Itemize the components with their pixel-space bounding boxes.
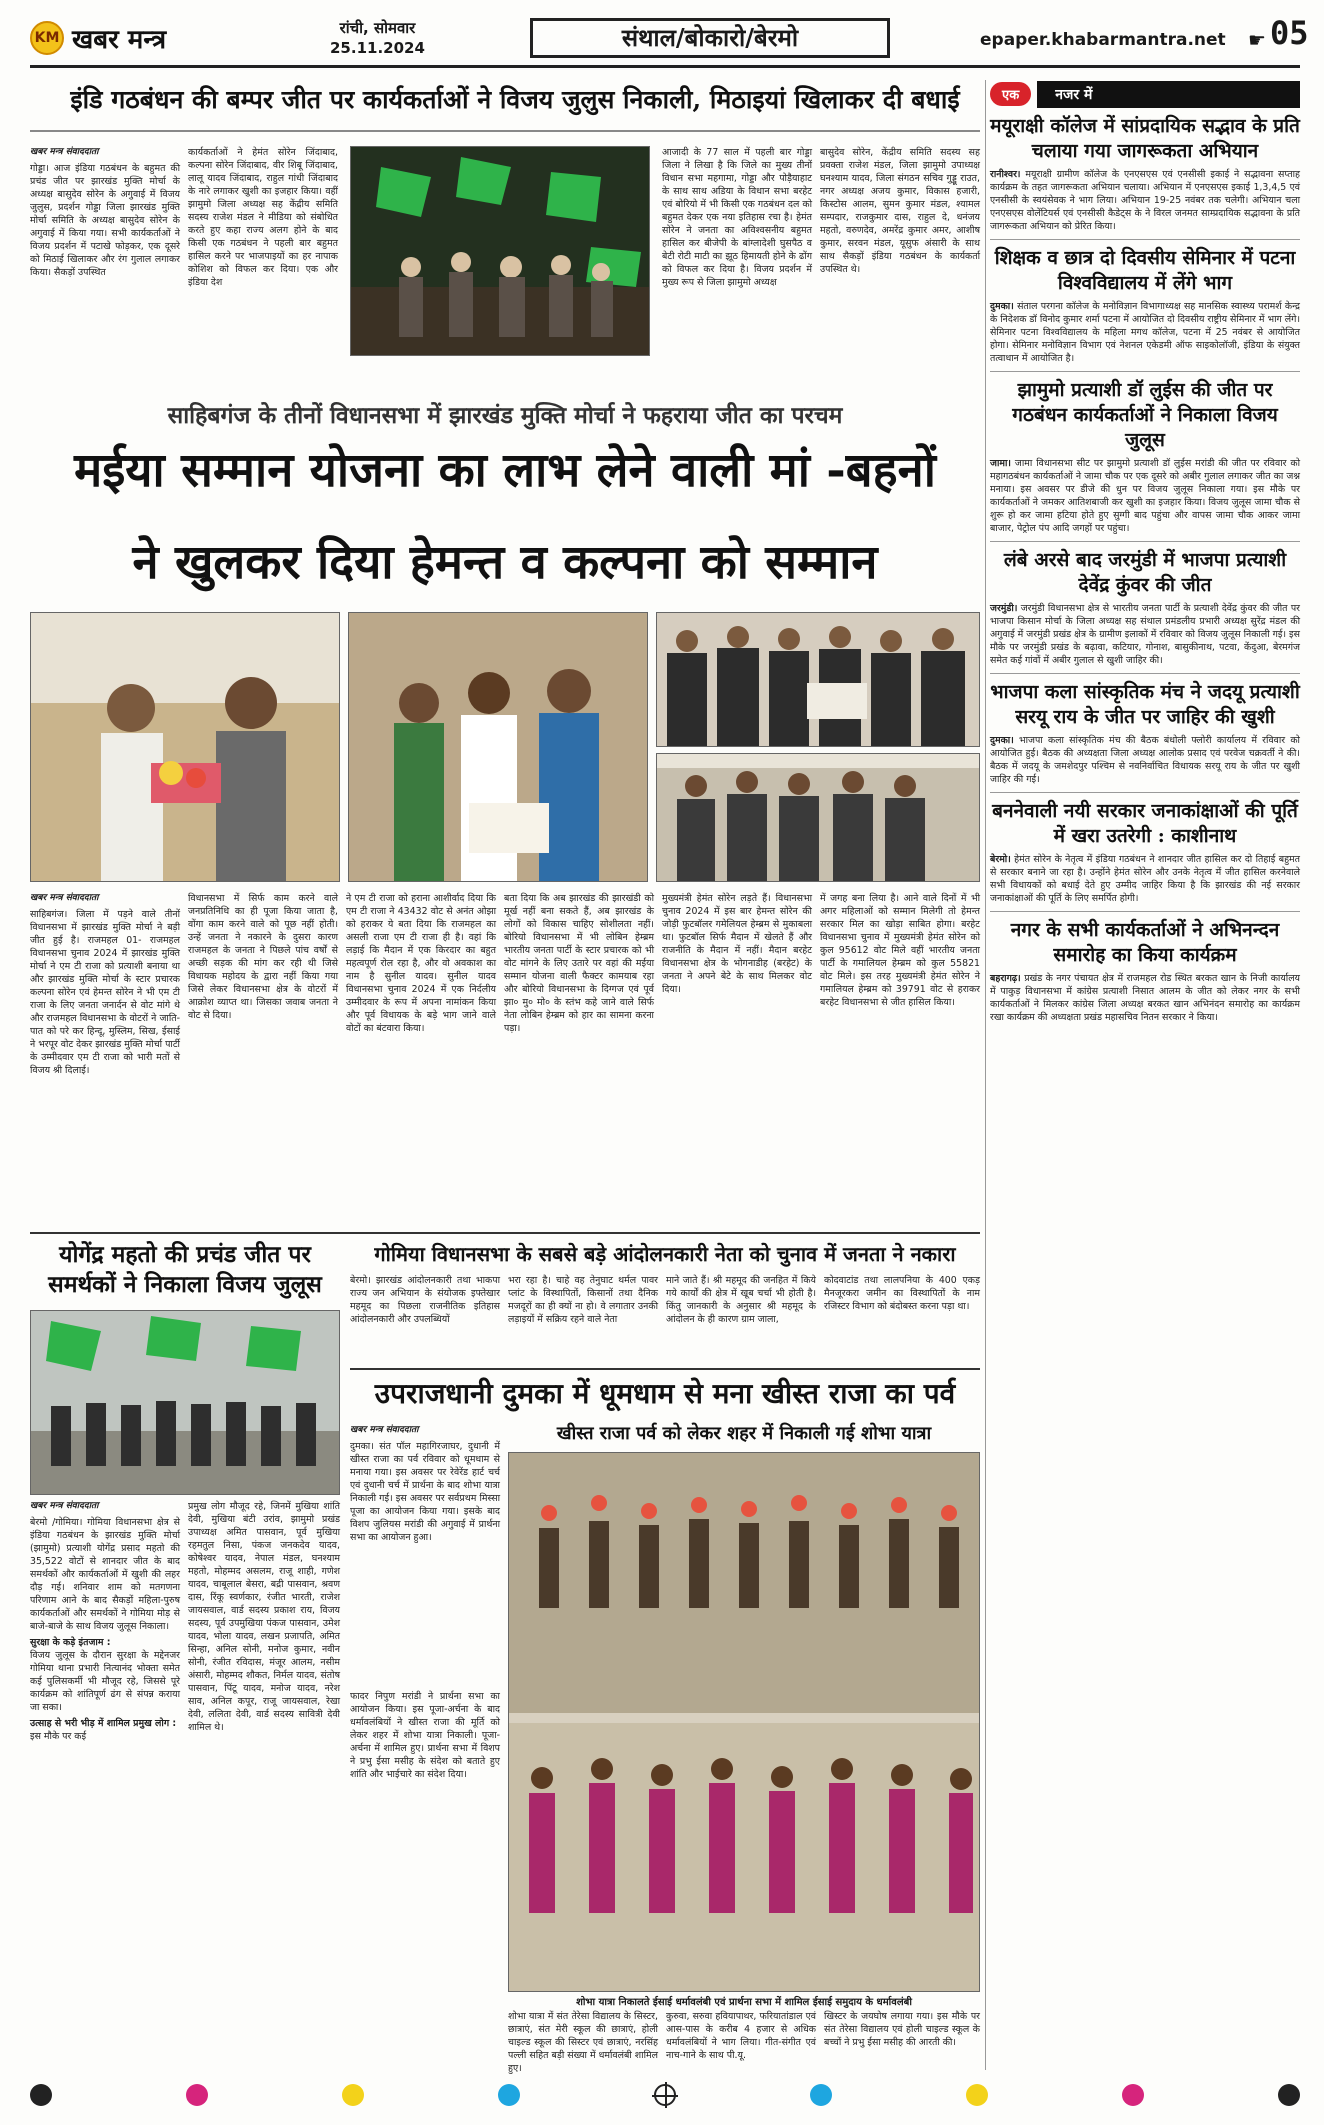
right-story-2-headline: शिक्षक व छात्र दो दिवसीय सेमिनार में पटना विश्वविद्यालय में लेंगे भाग — [994, 247, 1296, 294]
city-day: रांची, सोमवार — [339, 19, 416, 37]
column-divider — [985, 80, 986, 2070]
story2-col1 — [30, 892, 180, 1077]
right-story-4 — [990, 542, 1300, 674]
story2-kicker: साहिबगंज के तीनों विधानसभा में झारखंड मुक्ति मोर्चा ने फहराया जीत का परचम — [167, 402, 843, 429]
story1-col3: आजादी के 77 साल में पहली बार गोड्डा जिला ने लिखा है कि जिले का मुख्य तीनों विधान सभा महगामा, गोड्डा और पोड़ैयाहाट के साथ साथ अडिया के विधान सभा बरहेट एवं बोरियो में भी किसी एक गठबंधन दल को बहुमत देकर एक नया इतिहास रचा है। हेमंत सोरेन ने जनता का अविश्वसनीय बहुमत हासिल कर बीजेपी के बांग्लादेशी घुसपैठ व बेटी रोटी माटी का झूठ हिमायती होने के ढोंग को विफल कर दिया है। विजय प्रदर्शन में मुख्य रूप से जिला झामुमो अध्यक्ष — [662, 147, 812, 288]
story5-col1 — [350, 1424, 500, 1544]
story3-text-2: विजय जुलूस के दौरान सुरक्षा के मद्देनजर गोमिया थाना प्रभारी नित्यानंद भोक्ता समेत कई पुलिसकर्मी भी मौजूद रहे, जिससे पूरे कार्यक्रम को शांतिपूर्ण ढंग से संपन्न कराया जा सका। — [30, 1650, 180, 1713]
story3-subhead-2: उत्साह से भरी भीड़ में शामिल प्रमुख लोग : — [30, 1718, 177, 1729]
story5-caption: शोभा यात्रा निकालते ईसाई धर्मावलंबी एवं प्रार्थना सभा में शामिल ईसाई समुदाय के धर्मावलंबी — [576, 1997, 912, 2008]
story3-col1 — [30, 1500, 180, 1743]
right-story-3 — [990, 372, 1300, 542]
dateline: दुमका। — [990, 735, 1014, 746]
body: मयूराक्षी ग्रामीण कॉलेज के एनएसएस एवं एनसीसी इकाई ने सद्भावना सप्ताह कार्यक्रम के तहत जागरूकता अभियान चलाया। अभियान में एनएसएस इकाई 1,3,4,5 एवं एनसीसी के स्वयंसेवक ने भाग लिया। अभियान 19-25 नवंबर तक चलेगी। अभियान चला एनएसएस वोलेंटियर्स एवं एनसीसी कैडेट्स के ने विरल जनमत साम्प्रदायिक सद्भावना के प्रति जागरूकता अभियान को प्रेरित किया। — [990, 169, 1300, 232]
story3-photo — [30, 1310, 340, 1495]
section-title: संथाल/बोकारो/बेरमो — [530, 18, 890, 58]
story1-text-1: गोड्डा। आज इंडिया गठबंधन के बहुमत की प्रचंड जीत पर झारखंड मुक्ति मोर्चा के अध्यक्ष बासुदेव सोरेन के अगुवाई में विजय जुलुस, प्रदर्शन गोड्डा जिला झारखंड मुक्ति मोर्चा समिति के अध्यक्ष बासुदेव सोरेन के अगुवाई में किया गया। सभी कार्यकर्ताओं ने विजय प्रदर्शन में पटाखे फोड़कर, एक दूसरे को मिठाई खिलाकर और रंग गुलाल लगाकर किया। सैकड़ों उपस्थित — [30, 163, 180, 278]
registration-dot-yellow — [342, 2084, 364, 2106]
right-story-2 — [990, 240, 1300, 372]
logo-badge: KM — [30, 21, 64, 55]
ek-nazar-tag — [990, 80, 1300, 108]
story4-col3: माने जाते हैं। श्री महमूद की जनहित में किये गये कार्यों की क्षेत्र में खूब चर्चा भी होती है। किंतु जानकारी के अनुसार श्री महमूद के आंदोलन के ही कारण ग्राम जाला, — [666, 1275, 816, 1325]
right-story-6-headline: बननेवाली नयी सरकार जनाकांक्षाओं की पूर्ति में खरा उतरेगी : काशीनाथ — [992, 800, 1298, 847]
registration-dot-black — [1278, 2084, 1300, 2106]
story1-headline: इंडि गठबंधन की बम्पर जीत पर कार्यकर्ताओं ने विजय जुलुस निकाली, मिठाइयां खिलाकर दी बधाई — [70, 85, 960, 114]
registration-dot-magenta — [186, 2084, 208, 2106]
story4-headline: गोमिया विधानसभा के सबसे बड़े आंदोलनकारी नेता को चुनाव में जनता ने नकारा — [374, 1242, 956, 1266]
story1-col2: कार्यकर्ताओं ने हेमंत सोरेन जिंदाबाद, कल्पना सोरेन जिंदाबाद, वीर शिबू जिंदाबाद, लालू यादव जिंदाबाद, राहुल गांधी जिंदाबाद के नारे लगाकर खुशी का इजहार किया। वहीं झामुमो जिला अध्यक्ष सह केंद्रीय समिति सदस्य राजेश मंडल ने मीडिया को संबोधित करते हुए कहा राज्य अलग होने के बाद किसी एक गठबंधन ने पहली बार बहुमत हासिल करने पर भाजपाइयों का हर नापाक कोशिश को विफल कर दिया। एक और इंडिया देश — [188, 147, 338, 288]
story2-headline-1: मईया सम्मान योजना का लाभ लेने वाली मां -बहनों — [74, 443, 936, 498]
story1-col4: बासुदेव सोरेन, केंद्रीय समिति सदस्य सह प्रवक्ता राजेश मंडल, जिला झामुमो उपाध्यक्ष घनश्याम यादव, जिला संगठन सचिव गुड्डू राउत, नगर अध्यक्ष अजय कुमार, विकास हजारी, किस्टोस आलम, सुमन कुमार मंडल, श्यामल सम्पदार, राजकुमार दास, राहुल दे, धनंजय महतो, वरुणदेव, अमरेंद्र कुमार अमर, आशीष कुमार, सरवन मंडल, यूसुफ अंसारी के साथ साथ सैकड़ों इंडिया गठबंधन के कार्यकर्ता उपस्थित थे। — [820, 147, 980, 275]
story1-col1 — [30, 146, 180, 279]
divider — [30, 130, 980, 132]
story5-photo — [508, 1452, 980, 1992]
right-story-4-headline: लंबे अरसे बाद जरमुंडी में भाजपा प्रत्याशी देवेंद्र कुंवर की जीत — [1003, 549, 1287, 596]
story2-text-1: साहिबगंज। जिला में पड़ने वाले तीनों विधानसभा में झारखंड मुक्ति मोर्चा ने बड़ी जीत हुई है। राजमहल 01- राजमहल विधानसभा चुनाव 2024 में झारखंड मुक्ति मोर्चा ने एम टी राजा को प्रत्याशी बनाया था और झारखंड मुक्ति मोर्चा के स्टार प्रचारक कल्पना सोरेन एवं हेमन्त सोरेन ने भी एम टी राजा के लिए जनता जनार्दन से वोट मांगे थे और राजमहल विधानसभा के वोटरों ने जाति-पात को परे कर हिन्दू, मुस्लिम, सिख, ईसाई ने भरपूर वोट देकर झारखंड मुक्ति मोर्चा पार्टी के उम्मीदवार एम टी राजा को भारी मतों से विजय श्री दिलाई। — [30, 909, 180, 1076]
site-url[interactable]: epaper.khabarmantra.net — [980, 30, 1226, 50]
tag-ek: एक — [990, 82, 1031, 106]
byline: खबर मन्त्र संवाददाता — [30, 1501, 99, 1511]
story2-photo-1 — [30, 612, 340, 882]
story3-text-1: बेरमो /गोमिया। गोमिया विधानसभा क्षेत्र से इंडिया गठबंधन के झारखंड मुक्ति मोर्चा (झामुमो) प्रत्याशी योगेंद्र प्रसाद महतो की 35,522 वोटों से शानदार जीत के बाद समर्थकों और कार्यकर्ताओं में खुशी की लहर दौड़ गई। शनिवार शाम को मतगणना परिणाम आने के बाद सैकड़ों महिला-पुरुष कार्यकर्ताओं और समर्थकों ने गोमिया मोड़ से बाजे-बाजे के साथ विजय जुलूस निकाला। — [30, 1517, 180, 1632]
story4-col2: भरा रहा है। चाहे वह तेनुघाट थर्मल पावर प्लांट के विस्थापितों, किसानों तथा दैनिक मजदूरों का ही क्यों ना हो। वे लगातार उनकी लड़ाइयों में सक्रिय रहने वाले नेता — [508, 1275, 658, 1325]
right-story-6-text — [990, 853, 1300, 905]
story1-photo — [350, 146, 650, 356]
dateline: जरमुंडी। — [990, 603, 1018, 614]
registration-marks — [30, 2080, 1300, 2110]
story5-headline: उपराजधानी दुमका में धूमधाम से मना खीस्त राजा का पर्व — [374, 1377, 956, 1410]
hand-pointer-icon: ☛ — [1248, 28, 1266, 52]
dateline: रानीश्वर। — [990, 169, 1021, 180]
dateline: जामा। — [990, 458, 1011, 469]
right-story-1 — [990, 108, 1300, 240]
dateline: बहरागढ़। — [990, 973, 1021, 984]
story3-text-3: इस मौके पर कई — [30, 1731, 87, 1742]
story5-col4: कुरुवा, सरुवा हवियापाथर, फरियातांडाल एवं आस-पास के करीब 4 हजार से अधिक धर्मावलंबियों ने भाग लिया। गीत-संगीत एवं नाच-गाने के साथ पी.यू. — [666, 2011, 816, 2061]
issue-date: 25.11.2024 — [330, 39, 425, 57]
story2-photo-2 — [348, 612, 648, 882]
registration-dot-yellow — [966, 2084, 988, 2106]
registration-dot-cyan — [810, 2084, 832, 2106]
story2-headline-2: ने खुलकर दिया हेमन्त व कल्पना को सम्मान — [132, 535, 878, 590]
story2-col6: में जगह बना लिया है। आने वाले दिनों में भी अगर महिलाओं को सम्मान मिलेगी तो हेमन्त सरकार मिल का खोड़ा साबित होगा। बरहेट विधानसभा चुनाव में मुख्यमंत्री हेमंत सोरेन को कुल 95612 वोट मिले वहीं भारतीय जनता पार्टी के गमालियल हेम्ब्रम को कुल 55821 वोट मिले। इस तरह मुख्यमंत्री हेमंत सोरेन ने गमालियल हेम्ब्रम को 39791 वोट से हराकर बरहेट विधानसभा से जीत हासिल किया। — [820, 893, 980, 1008]
story2-col4: बता दिया कि अब झारखंड की झारखंडी को मूर्ख नहीं बना सकते हैं, अब झारखंड के लोगों को विकास चाहिए सोशीलता नहीं। बोरियो विधानसभा में भी लोबिन हेम्ब्रम भारतीय जनता पार्टी के स्टार प्रचारक को भी वोट मांगने के लिए उतारे पर वहां की मईया सम्मान योजना वाली फैक्टर कामयाब रहा और बोरियो विधानसभा के दिग्गज एवं पूर्व झा० मु० मो० के स्तंभ कहे जाने वाले सिर्फ नेता लोबिन हेम्ब्रम को हार का सामना करना पड़ा। — [504, 893, 654, 1034]
body: प्रखंड के नगर पंचायत क्षेत्र में राजमहल रोड स्थित बरकत खान के निजी कार्यालय में पाकुड़ विधानसभा में कांग्रेस प्रत्याशी निसात आलम के जीत को लेकर नगर के सभी कार्यकर्ताओं ने मिलकर कांग्रेस जिला अध्यक्ष बरकत खान अभिनंदन समारोह का कार्यक्रम रखा कार्यक्रम की अध्यक्षता प्रखंड महासचिव नितन सरकार ने किया। — [990, 973, 1300, 1023]
dateline: दुमका। — [990, 301, 1014, 312]
logo — [30, 20, 166, 56]
story3-headline: योगेंद्र महतो की प्रचंड जीत पर समर्थकों ने निकाला विजय जुलूस — [48, 1241, 322, 1298]
story5-text-1: दुमका। संत पॉल महागिरजाघर, दुधानी में खीस्त राजा का पर्व रविवार को धूमधाम से मनाया गया। इस अवसर पर रेवेरेंड हार्ट चर्च एवं दुधानी चर्च में प्रार्थना के बाद शोभा यात्रा निकाली गई। इस अवसर पर सर्वप्रथम मिस्सा पूजा का आयोजन किया गया। इसके बाद विशप जुलियस मरांडी की अगुवाई में प्रार्थना सभा का आयोजन हुआ। — [350, 1441, 500, 1543]
story4-col4: कोदवाटांड तथा लालपनिया के 400 एकड़ मैनजूरकरा जमीन का विस्थापितों के नाम रजिस्टर विभाग को बंदोबस्त करना पड़ा था। — [824, 1275, 980, 1312]
right-story-7-text — [990, 972, 1300, 1024]
right-story-5-headline: भाजपा कला सांस्कृतिक मंच ने जदयू प्रत्याशी सरयू राय के जीत पर जाहिर की खुशी — [990, 681, 1300, 728]
body: जामा विधानसभा सीट पर झामुमो प्रत्याशी डॉ लुईस मरांडी की जीत पर रविवार को महागठबंधन कार्यकर्ताओं ने जामा चौक पर एक दूसरे को अबीर गुलाल लगाकर जीत का जश्न मनाया। इस अवसर पर डीजे की धुन पर विजय जुलूस निकाला गया। इस मौके पर कार्यकर्ताओं ने जमकर आतिशबाजी कर खुशी का इजहार किया। विजय जुलूस जामा चौक से शुरू हो कर जामा हटिया होते हुए सुग्गी बाद पहुंचा और वापस जामा चौक आकर जामा बाजार, पेट्रोल पंप आदि जगहों पर पहुंचा। — [990, 458, 1301, 534]
right-story-5-text — [990, 734, 1300, 786]
story5-col5: खिस्टर के जयघोष लगाया गया। इस मौके पर संत तेरेसा विद्यालय एवं होली चाइल्ड स्कूल के बच्चों ने प्रभु ईसा मसीह की आरती की। — [824, 2011, 980, 2048]
divider — [30, 1232, 980, 1234]
story5-subhead: खीस्त राजा पर्व को लेकर शहर में निकाली गई शोभा यात्रा — [556, 1423, 932, 1444]
story2-col2: विधानसभा में सिर्फ काम करने वाले जनप्रतिनिधि का ही पूजा किया जाता है, वोंगा काम करने वाले को पूछ नहीं होती। उन्हें जनता ने नकारने के दुसरा कारण राजमहल के जनता ने पिछले पांच वर्षों से अच्छी सड़क की मांग कर रही थी जिसे विधायक महोदय के द्वारा नहीं किया गया जिसे लेकर विधानसभा क्षेत्र के वोटरों में आक्रोश व्याप्त था। जिसका जवाब जनता ने वोट से दिया। — [188, 893, 338, 1021]
story2-col3: ने एम टी राजा को हराना आशीर्वाद दिया कि एम टी राजा ने 43432 वोट से अनंत ओझा को हराकर ये बता दिया कि राजमहल का असली राजा एम टी राजा ही है। वहां कि लड़ाई कि मैदान में एक किरदार का बहुत महत्वपूर्ण रोल रहा है, और वो अवकाश का नाम है सुनील यादव। सुनील यादव विधानसभा चुनाव 2024 में एक निर्दलीय उम्मीदवार के रूप में अपना नामांकन किया और पूर्व विधायक के बड़े भाग जाने वाले वोटों का बंटवारा किया। — [346, 893, 496, 1034]
right-column — [990, 80, 1300, 2040]
byline: खबर मन्त्र संवाददाता — [30, 147, 99, 157]
right-story-1-headline: मयूराक्षी कॉलेज में सांप्रदायिक सद्भाव के प्रति चलाया गया जागरूकता अभियान — [990, 115, 1300, 162]
right-story-2-text — [990, 300, 1300, 365]
story5-col3: शोभा यात्रा में संत तेरेसा विद्यालय के सिस्टर, छात्राएं, संत मेरी स्कूल की छात्राएं, होली चाइल्ड स्कूल की सिस्टर एवं छात्राएं, नरसिंह पल्ली सहित बड़ी संख्या में धर्मावलंबी शामिल हुए। — [508, 2011, 658, 2074]
registration-dot-black — [30, 2084, 52, 2106]
story5-col2: फादर निपुण मरांडी ने प्रार्थना सभा का आयोजन किया। इस पूजा-अर्चना के बाद धर्मावलंबियों ने खीस्त राजा की मूर्ति को लेकर शहर में शोभा यात्रा निकाली। पूजा-अर्चना में शामिल हुए। प्रार्थना सभा में विशप ने प्रभु ईसा मसीह के संदेश को बताते हुए शांति और भाईचारे का संदेश दिया। — [350, 1691, 500, 1780]
dateline — [330, 18, 425, 58]
body: भाजपा कला सांस्कृतिक मंच की बैठक बंधोली फ्लोरी कार्यालय में रविवार को आयोजित हुई। बैठक की अध्यक्षता जिला अध्यक्ष आलोक प्रसाद एवं परवेज चक्रवर्ती ने की। बैठक में जदयू के जमशेदपुर पश्चिम से नवनिर्वाचित विधायक सरयू राय के जीत पर खुशी जाहिर की गई। — [990, 735, 1300, 785]
right-story-4-text — [990, 602, 1300, 667]
right-story-7 — [990, 912, 1300, 1030]
story2-col5: मुख्यमंत्री हेमंत सोरेन लड़ते हैं। विधानसभा चुनाव 2024 में इस बार हेमन्त सोरेन की जोड़ी फुटबॉलर गमेलियल हेम्ब्रम से मुकाबला था। फुटबॉल सिर्फ मैदान में खेलते हैं और राजनीति के मैदान में नहीं। मैदान बरहेट विधानसभा क्षेत्र के भोगनाडीह (बरहेट) के जनता ने अपने बेटे के साथ मिलकर वोट दिया। — [662, 893, 812, 995]
story2-photo-3 — [656, 612, 980, 747]
right-story-3-text — [990, 457, 1300, 535]
byline: खबर मन्त्र संवाददाता — [30, 893, 99, 903]
body: संताल परगना कॉलेज के मनोविज्ञान विभागाध्यक्ष सह मानसिक स्वास्थ्य परामर्श केन्द्र के निदेशक डॉ विनोद कुमार शर्मा पटना में आयोजित दो दिवसीय राष्ट्रीय सेमिनार में भाग लेंगे। सेमिनार पटना विश्वविद्यालय के महिला मगध कॉलेज, पटना में 25 नवंबर से आयोजित होगा। सेमिनार मनोविज्ञान विभाग एवं नेशनल एकेडमी ऑफ साइकोलॉजी, इंडिया के संयुक्त तत्वाधान में आयोजित है। — [990, 301, 1300, 364]
body: हेमंत सोरेन के नेतृत्व में इंडिया गठबंधन ने शानदार जीत हासिल कर दो तिहाई बहुमत से सरकार बनाने जा रहा है। उन्होंने हेमंत सोरेन और उनके नेतृत्व में जीत हासिल करनेवाले सभी विधायकों को बधाई देते हुए उम्मीद जाहिर किया है कि झारखंड की नई सरकार जनाकांक्षाओं की पूर्ति के लिए समर्पित होगी। — [990, 854, 1301, 904]
logo-text: खबर मन्त्र — [72, 25, 167, 55]
story3-col2: प्रमुख लोग मौजूद रहे, जिनमें मुखिया शांति देवी, मुखिया बंटी उरांव, झामुमो प्रखंड उपाध्यक्ष अमित पासवान, पूर्व मुखिया रहमतुल निसा, पंकज जनकदेव यादव, कोषेश्वर यादव, नेपाल मंडल, घनश्याम महतो, मोहम्मद असलम, राजू शाही, गणेश यादव, चाबूलाल बेसरा, बद्री पासवान, श्रवण दास, रिंकू स्वर्णकार, रंजीत भारती, राजेश जायसवाल, वार्ड सदस्य प्रकाश राय, विजय सदस्य, पूर्व उपमुखिया पंकज पासवान, उमेश यादव, भोला यादव, लखन प्रजापति, अमित सिन्हा, अनिल सोनी, मनोज कुमार, नवीन सोनी, रंजीत रविदास, मंजूर आलम, नसीम अंसारी, मोहम्मद शौकत, निर्मल यादव, संतोष पासवान, पिंटू यादव, मनोज यादव, नरेश साव, अनिल कपूर, राजू जायसवाल, रेखा देवी, ललिता देवी, वार्ड सदस्य सावित्री देवी शामिल थे। — [188, 1501, 340, 1733]
page-number: 05 — [1270, 14, 1309, 52]
tag-nazar: नजर में — [1037, 81, 1300, 108]
right-story-7-headline: नगर के सभी कार्यकर्ताओं ने अभिनन्दन समारोह का किया कार्यक्रम — [1010, 919, 1280, 966]
story3-subhead-1: सुरक्षा के कड़े इंतजाम : — [30, 1637, 111, 1648]
body: जरमुंडी विधानसभा क्षेत्र से भारतीय जनता पार्टी के प्रत्याशी देवेंद्र कुंवर की जीत पर भाजपा किसान मोर्चा के जिला अध्यक्ष सह संथाल प्रमंडलीय प्रभारी अध्यक्ष सुरेंद्र मंडल की अगुवाई में जरमुंडी प्रखंड क्षेत्र के ग्रामीण इलाकों में रविवार को विजय जुलूस निकाली गई। इस मौके पर जरमुंडी प्रखंड के बढ़ावा, कटियार, गोनाश, बासुकीनाथ, पटवा, केंदुआ, बेरमगंज समेत कई गांवों में अबीर गुलाल से खुशी जाहिर की। — [990, 603, 1300, 666]
story4-col1: बेरमो। झारखंड आंदोलनकारी तथा भाकपा राज्य जन अभियान के संयोजक इफ्तेखार महमूद का पिछला राजनीतिक इतिहास आंदोलनकारी और उपलब्धियों — [350, 1275, 500, 1325]
registration-dot-cyan — [498, 2084, 520, 2106]
dateline: बेरमो। — [990, 854, 1011, 865]
right-story-5 — [990, 674, 1300, 793]
registration-dot-magenta — [1122, 2084, 1144, 2106]
divider — [350, 1368, 980, 1370]
right-story-6 — [990, 793, 1300, 912]
story2-photo-4 — [656, 753, 980, 882]
right-story-1-text — [990, 168, 1300, 233]
right-story-3-headline: झामुमो प्रत्याशी डॉ लुईस की जीत पर गठबंधन कार्यकर्ताओं ने निकाला विजय जुलूस — [1012, 379, 1278, 451]
byline: खबर मन्त्र संवाददाता — [350, 1425, 419, 1435]
crosshair-icon — [654, 2084, 676, 2106]
masthead — [30, 12, 1309, 68]
